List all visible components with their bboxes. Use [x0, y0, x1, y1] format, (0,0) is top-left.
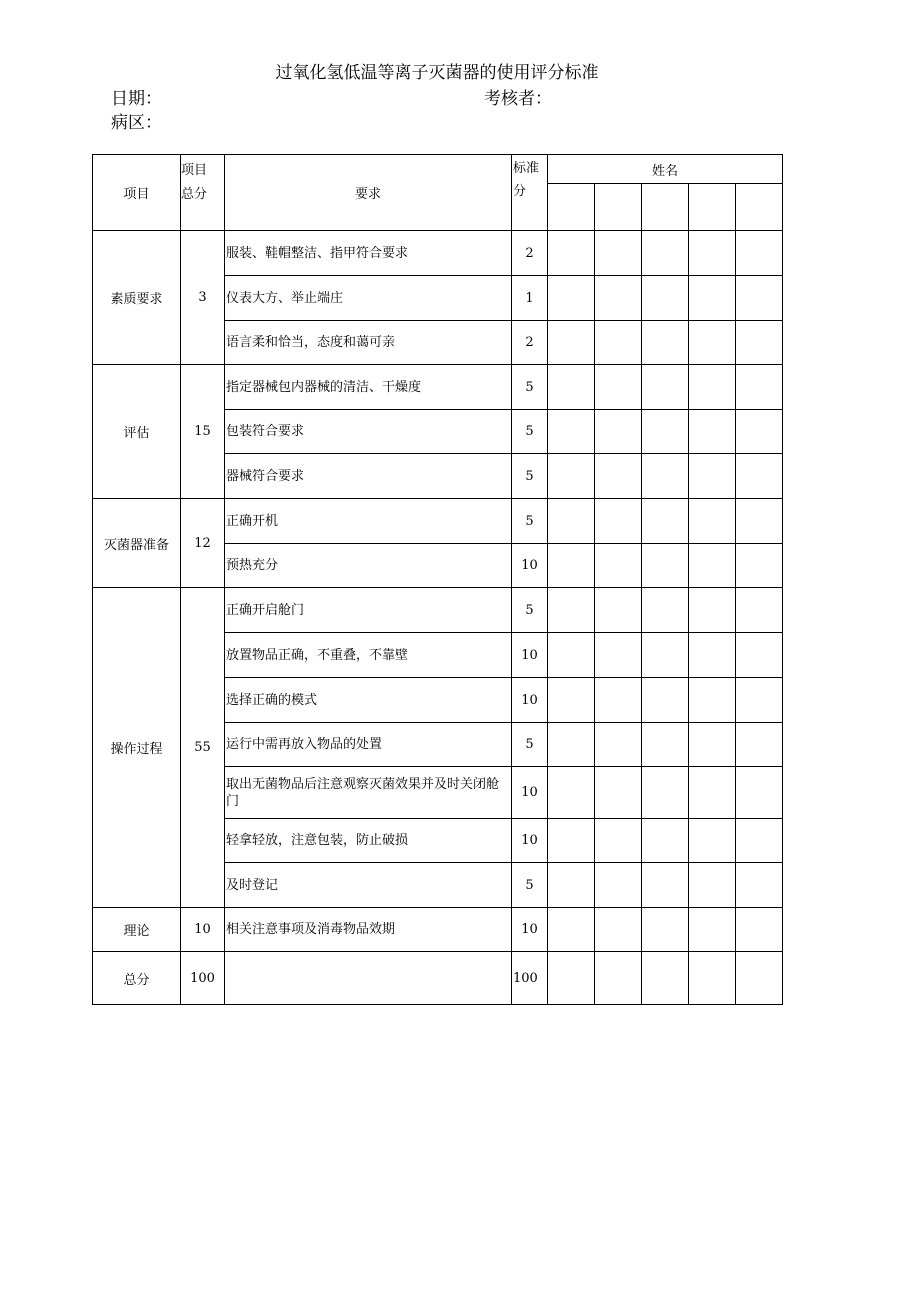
table-row — [93, 588, 783, 633]
standard-score-cell: 10 — [512, 908, 548, 952]
score-entry-cell[interactable] — [736, 863, 783, 908]
score-entry-cell[interactable] — [736, 819, 783, 863]
requirement-cell: 及时登记 — [225, 863, 512, 908]
score-entry-cell[interactable] — [548, 365, 595, 410]
score-entry-cell[interactable] — [689, 767, 736, 819]
score-entry-cell[interactable] — [642, 723, 689, 767]
requirement-cell: 相关注意事项及消毒物品效期 — [225, 908, 512, 952]
score-entry-cell[interactable] — [595, 231, 642, 276]
total-entry-cell[interactable] — [736, 952, 783, 1005]
standard-score-cell: 1 — [512, 276, 548, 321]
score-entry-cell[interactable] — [736, 767, 783, 819]
table-row — [93, 499, 783, 544]
requirement-cell: 正确开启舱门 — [225, 588, 512, 633]
score-entry-cell[interactable] — [736, 678, 783, 723]
score-entry-cell[interactable] — [689, 410, 736, 454]
score-entry-cell[interactable] — [689, 723, 736, 767]
score-entry-cell[interactable] — [548, 544, 595, 588]
total-entry-cell[interactable] — [689, 952, 736, 1005]
score-entry-cell[interactable] — [689, 863, 736, 908]
score-entry-cell[interactable] — [689, 454, 736, 499]
table-row — [93, 908, 783, 952]
score-entry-cell[interactable] — [595, 819, 642, 863]
score-entry-cell[interactable] — [642, 321, 689, 365]
section-item: 灭菌器准备 — [93, 499, 181, 588]
score-entry-cell[interactable] — [736, 231, 783, 276]
score-entry-cell[interactable] — [548, 908, 595, 952]
score-entry-cell[interactable] — [548, 321, 595, 365]
score-entry-cell[interactable] — [548, 633, 595, 678]
name-slot[interactable] — [689, 184, 736, 231]
score-entry-cell[interactable] — [595, 321, 642, 365]
score-entry-cell[interactable] — [642, 544, 689, 588]
score-entry-cell[interactable] — [595, 276, 642, 321]
score-entry-cell[interactable] — [689, 365, 736, 410]
table-row — [93, 365, 783, 410]
score-entry-cell[interactable] — [642, 365, 689, 410]
score-entry-cell[interactable] — [548, 454, 595, 499]
standard-score-cell: 5 — [512, 454, 548, 499]
total-entry-cell[interactable] — [595, 952, 642, 1005]
score-entry-cell[interactable] — [548, 819, 595, 863]
total-item-score: 100 — [181, 952, 225, 1005]
requirement-cell: 服装、鞋帽整洁、指甲符合要求 — [225, 231, 512, 276]
score-entry-cell[interactable] — [689, 588, 736, 633]
header-row — [93, 155, 783, 184]
score-entry-cell[interactable] — [595, 723, 642, 767]
header-name: 姓名 — [548, 155, 783, 184]
requirement-cell: 轻拿轻放，注意包装，防止破损 — [225, 819, 512, 863]
score-entry-cell[interactable] — [736, 499, 783, 544]
section-total: 3 — [181, 231, 225, 365]
score-entry-cell[interactable] — [689, 544, 736, 588]
requirement-cell: 运行中需再放入物品的处置 — [225, 723, 512, 767]
score-entry-cell[interactable] — [595, 499, 642, 544]
score-entry-cell[interactable] — [595, 365, 642, 410]
score-entry-cell[interactable] — [689, 908, 736, 952]
requirement-cell: 器械符合要求 — [225, 454, 512, 499]
score-entry-cell[interactable] — [642, 276, 689, 321]
score-entry-cell[interactable] — [736, 454, 783, 499]
score-entry-cell[interactable] — [736, 365, 783, 410]
requirement-cell: 取出无菌物品后注意观察灭菌效果并及时关闭舱门 — [225, 767, 512, 819]
score-entry-cell[interactable] — [548, 499, 595, 544]
score-entry-cell[interactable] — [548, 678, 595, 723]
score-entry-cell[interactable] — [642, 454, 689, 499]
requirement-cell: 正确开机 — [225, 499, 512, 544]
score-entry-cell[interactable] — [548, 863, 595, 908]
header-item-total: 项目 总分 — [181, 155, 225, 231]
score-entry-cell[interactable] — [736, 723, 783, 767]
date-label: 日期： — [111, 89, 162, 109]
score-entry-cell[interactable] — [736, 908, 783, 952]
standard-score-cell: 5 — [512, 499, 548, 544]
score-entry-cell[interactable] — [595, 410, 642, 454]
section-total: 55 — [181, 588, 225, 908]
score-entry-cell[interactable] — [689, 678, 736, 723]
standard-score-cell: 2 — [512, 231, 548, 276]
requirement-cell: 放置物品正确，不重叠，不靠壁 — [225, 633, 512, 678]
requirement-cell: 选择正确的模式 — [225, 678, 512, 723]
score-entry-cell[interactable] — [642, 231, 689, 276]
ward-label: 病区： — [111, 113, 162, 133]
score-entry-cell[interactable] — [736, 410, 783, 454]
score-entry-cell[interactable] — [689, 819, 736, 863]
score-entry-cell[interactable] — [642, 633, 689, 678]
section-item: 操作过程 — [93, 588, 181, 908]
section-total: 10 — [181, 908, 225, 952]
total-requirement-cell — [225, 952, 512, 1005]
standard-score-cell: 2 — [512, 321, 548, 365]
score-entry-cell[interactable] — [642, 767, 689, 819]
score-entry-cell[interactable] — [736, 588, 783, 633]
score-entry-cell[interactable] — [689, 321, 736, 365]
score-entry-cell[interactable] — [595, 588, 642, 633]
section-item: 评估 — [93, 365, 181, 499]
requirement-cell: 仪表大方、举止端庄 — [225, 276, 512, 321]
header-item: 项目 — [93, 155, 181, 231]
section-total: 12 — [181, 499, 225, 588]
standard-score-cell: 10 — [512, 544, 548, 588]
total-entry-cell[interactable] — [642, 952, 689, 1005]
table-row — [93, 231, 783, 276]
score-entry-cell[interactable] — [642, 410, 689, 454]
name-slot[interactable] — [595, 184, 642, 231]
examiner-label: 考核者： — [484, 89, 552, 109]
header-requirement: 要求 — [225, 155, 512, 231]
total-label: 总分 — [93, 952, 181, 1005]
standard-score-cell: 5 — [512, 588, 548, 633]
score-entry-cell[interactable] — [689, 231, 736, 276]
standard-score-cell: 10 — [512, 633, 548, 678]
requirement-cell: 指定器械包内器械的清洁、干燥度 — [225, 365, 512, 410]
score-entry-cell[interactable] — [595, 454, 642, 499]
score-entry-cell[interactable] — [595, 767, 642, 819]
score-entry-cell[interactable] — [736, 633, 783, 678]
requirement-cell: 包装符合要求 — [225, 410, 512, 454]
score-entry-cell[interactable] — [642, 588, 689, 633]
document-title: 过氧化氢低温等离子灭菌器的使用评分标准 — [275, 63, 599, 83]
score-entry-cell[interactable] — [595, 633, 642, 678]
header-standard: 标准 分 — [512, 155, 548, 231]
name-slot[interactable] — [548, 184, 595, 231]
score-entry-cell[interactable] — [642, 499, 689, 544]
section-item: 理论 — [93, 908, 181, 952]
scoring-table — [92, 154, 783, 1005]
requirement-cell: 预热充分 — [225, 544, 512, 588]
total-row — [93, 952, 783, 1005]
score-entry-cell[interactable] — [548, 767, 595, 819]
score-entry-cell[interactable] — [595, 863, 642, 908]
score-entry-cell[interactable] — [642, 908, 689, 952]
standard-score-cell: 5 — [512, 365, 548, 410]
score-entry-cell[interactable] — [595, 544, 642, 588]
standard-score-cell: 10 — [512, 678, 548, 723]
score-entry-cell[interactable] — [595, 678, 642, 723]
total-entry-cell[interactable] — [548, 952, 595, 1005]
score-entry-cell[interactable] — [548, 231, 595, 276]
standard-score-cell: 5 — [512, 723, 548, 767]
score-entry-cell[interactable] — [689, 499, 736, 544]
table-body — [93, 155, 783, 1005]
standard-score-cell: 10 — [512, 819, 548, 863]
name-slot[interactable] — [736, 184, 783, 231]
standard-score-cell: 5 — [512, 410, 548, 454]
section-total: 15 — [181, 365, 225, 499]
score-entry-cell[interactable] — [736, 321, 783, 365]
score-entry-cell[interactable] — [736, 544, 783, 588]
score-entry-cell[interactable] — [689, 276, 736, 321]
requirement-cell: 语言柔和恰当，态度和蔼可亲 — [225, 321, 512, 365]
score-entry-cell[interactable] — [736, 276, 783, 321]
standard-score-cell: 10 — [512, 767, 548, 819]
score-entry-cell[interactable] — [689, 633, 736, 678]
score-entry-cell[interactable] — [548, 410, 595, 454]
standard-score-cell: 5 — [512, 863, 548, 908]
score-entry-cell[interactable] — [548, 276, 595, 321]
score-entry-cell[interactable] — [548, 723, 595, 767]
total-standard-score: 100 — [512, 952, 548, 1005]
score-entry-cell[interactable] — [642, 819, 689, 863]
score-entry-cell[interactable] — [595, 908, 642, 952]
score-entry-cell[interactable] — [548, 588, 595, 633]
section-item: 素质要求 — [93, 231, 181, 365]
name-slot[interactable] — [642, 184, 689, 231]
score-entry-cell[interactable] — [642, 678, 689, 723]
score-entry-cell[interactable] — [642, 863, 689, 908]
